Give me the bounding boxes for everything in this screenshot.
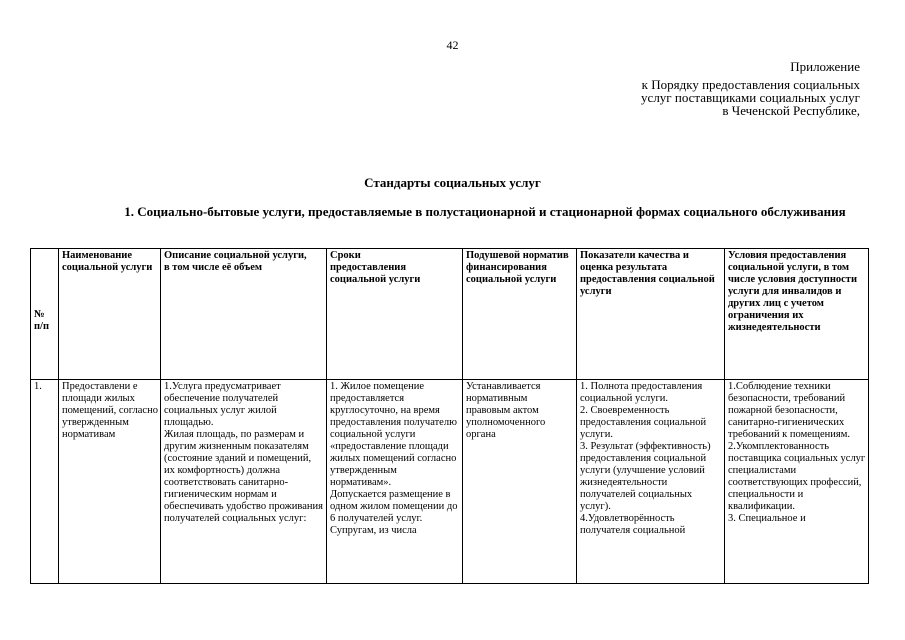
cell-quality: 1. Полнота предоставления социальной услуги. 2. Своевременность предоставления социальной услуги. 3. Результат (эффективность) предоставления социальной услуги (улучшение условий жизнедеятельности получателей социальных услуг). 4.Удовлетворённость получателя социальной bbox=[577, 380, 725, 584]
cell-description: 1.Услуга предусматривает обеспечение получателей социальных услуг жилой площадью. Жилая площадь, по размерам и другим жизненным показателям (состояние зданий и помещений, их комфортность) должна соответствовать санитарно-гигиеническим нормам и обеспечивать удобство проживания получателей социальных услуг: bbox=[161, 380, 327, 584]
appendix-line-3: в Чеченской Республике, bbox=[722, 103, 860, 118]
page-number: 42 bbox=[446, 38, 459, 52]
document-title: Стандарты социальных услуг bbox=[364, 175, 541, 190]
appendix-line-2: услуг поставщиками социальных услуг bbox=[641, 90, 860, 105]
section-title: 1. Социально-бытовые услуги, предоставляемые в полустационарной и стационарной формах социального обслуживания bbox=[124, 204, 846, 219]
header-funding: Подушевой норматив финансирования социальной услуги bbox=[463, 249, 577, 380]
header-terms: Сроки предоставления социальной услуги bbox=[327, 249, 463, 380]
table-header-row bbox=[31, 249, 869, 380]
header-number: № п/п bbox=[31, 249, 59, 380]
header-description: Описание социальной услуги, в том числе её объем bbox=[161, 249, 327, 380]
cell-terms: 1. Жилое помещение предоставляется круглосуточно, на время предоставления получателю социальной услуги «предоставление площади жилых помещений согласно утвержденным нормативам». Допускается размещение в одном жилом помещении до 6 получателей услуг. Супругам, из числа bbox=[327, 380, 463, 584]
appendix-title: Приложение bbox=[790, 59, 860, 74]
cell-number: 1. bbox=[31, 380, 59, 584]
table-row bbox=[31, 380, 869, 584]
cell-conditions: 1.Соблюдение техники безопасности, требований пожарной безопасности, санитарно-гигиенических требований к помещениям. 2.Укомплектованность поставщика социальных услуг специалистами соответствующих профессий, специальности и квалификации. 3. Специальное и bbox=[725, 380, 869, 584]
header-conditions: Условия предоставления социальной услуги, в том числе условия доступности услуги для инвалидов и других лиц с учетом ограничения их жизнедеятельности bbox=[725, 249, 869, 380]
header-quality: Показатели качества и оценка результата предоставления социальной услуги bbox=[577, 249, 725, 380]
cell-funding: Устанавливается нормативным правовым актом уполномоченного органа bbox=[463, 380, 577, 584]
standards-table bbox=[30, 248, 869, 584]
header-service-name: Наименование социальной услуги bbox=[59, 249, 161, 380]
appendix-line-1: к Порядку предоставления социальных bbox=[641, 77, 860, 92]
appendix-heading bbox=[641, 60, 860, 117]
cell-service-name: Предоставлени е площади жилых помещений, согласно утвержденным нормативам bbox=[59, 380, 161, 584]
